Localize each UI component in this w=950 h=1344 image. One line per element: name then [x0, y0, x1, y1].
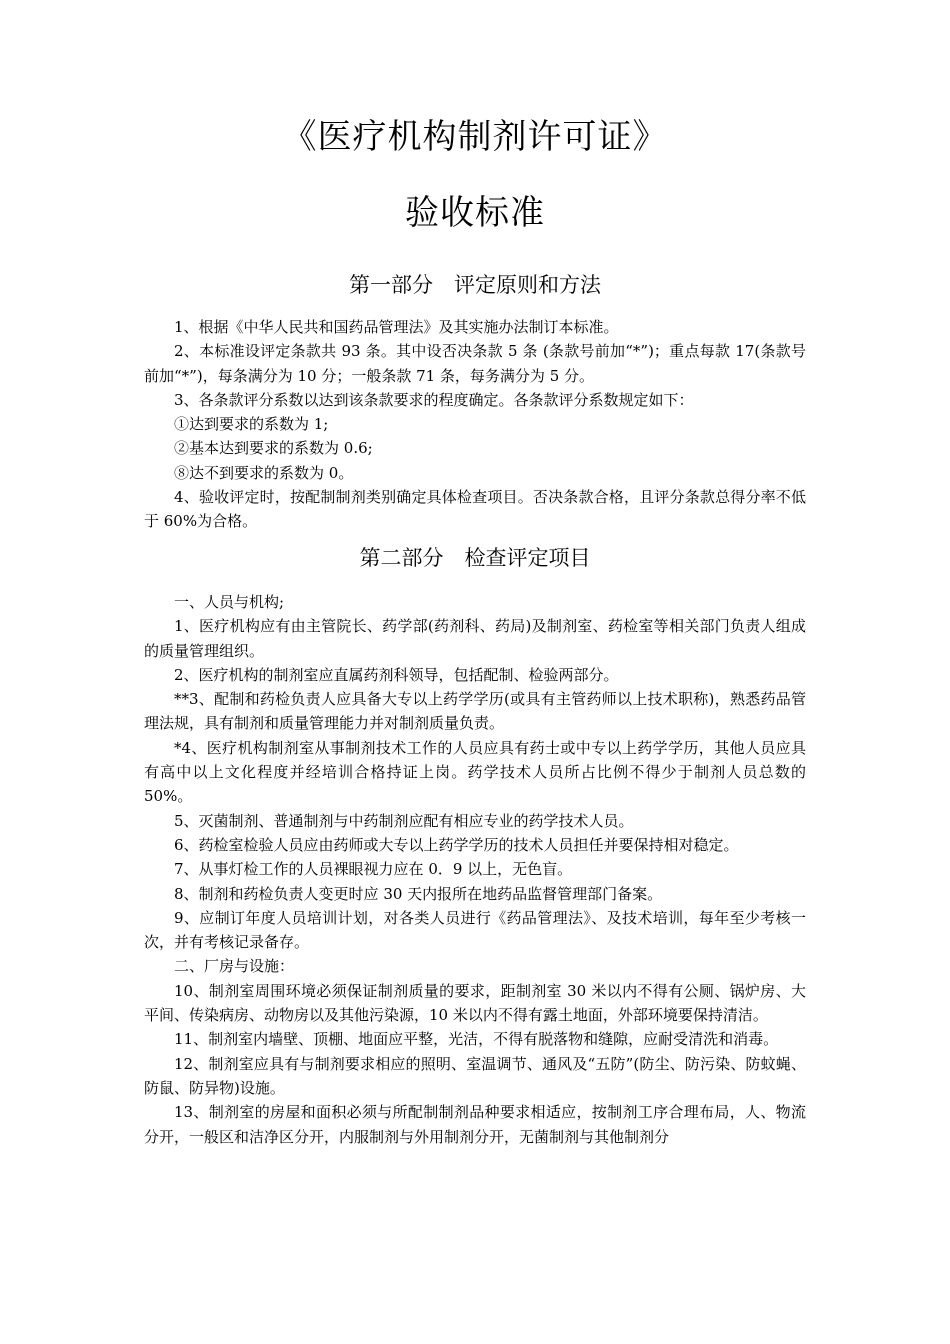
paragraph: 1、根据《中华人民共和国药品管理法》及其实施办法制订本标准。 [174, 318, 619, 336]
paragraph: 3、各条款评分系数以达到该条款要求的程度确定。各条款评分系数规定如下： [174, 390, 694, 409]
paragraph: ⑧达不到要求的系数为 0。 [174, 463, 354, 482]
paragraph: 9、应制订年度人员培训计划，对各类人员进行《药品管理法》、及技术培训，每年至少考核一次，并有考核记录备存。 [144, 908, 806, 952]
document-subtitle: 验收标准 [405, 193, 545, 233]
paragraph: 1、医疗机构应有由主管院长、药学部(药剂科、药局)及制剂室、药检室等相关部门负责人组成的质量管理组织。 [144, 617, 806, 660]
paragraph: 10、制剂室周围环境必须保证制剂质量的要求，距制剂室 30 米以内不得有公厕、锅炉房、大平间、传染病房、动物房以及其他污染源，10 米以内不得有露土地面，外部环境要保持清洁。 [144, 981, 806, 1025]
paragraph: 5、灭菌制剂、普通制剂与中药制剂应配有相应专业的药学技术人员。 [174, 811, 634, 830]
paragraph: *4、医疗机构制剂室从事制剂技术工作的人员应具有药士或中专以上药学学历，其他人员应具有高中以上文化程度并经培训合格持证上岗。药学技术人员所占比例不得少于制剂人员总数的 50%。 [144, 738, 806, 806]
paragraph: 2、医疗机构的制剂室应直属药剂科领导，包括配制、检验两部分。 [174, 665, 619, 684]
paragraph: **3、配制和药检负责人应具备大专以上药学学历(或具有主管药师以上技术职称)，熟悉药品管理法规，具有制剂和质量管理能力并对制剂质量负责。 [144, 690, 806, 733]
section-heading-part2: 第二部分 检查评定项目 [359, 546, 591, 570]
paragraph: 一、人员与机构; [174, 593, 285, 611]
paragraph: 12、制剂室应具有与制剂要求相应的照明、室温调节、通风及“五防”(防尘、防污染、防蚊蝇、防鼠、防异物)设施。 [144, 1054, 806, 1097]
paragraph: ①达到要求的系数为 1; [174, 415, 329, 434]
paragraph: 13、制剂室的房屋和面积必须与所配制制剂品种要求相适应，按制剂工序合理布局，人、物流分开，一般区和洁净区分开，内服制剂与外用制剂分开，无菌制剂与其他制剂分 [144, 1103, 806, 1146]
part2-body [144, 590, 806, 1149]
section-heading-part1: 第一部分 评定原则和方法 [349, 273, 601, 297]
part1-body [144, 315, 806, 534]
paragraph: 二、厂房与设施： [174, 957, 295, 976]
paragraph: 2、本标准设评定条款共 93 条。其中设否决条款 5 条 (条款号前加“*”)；重点每款 17(条款号前加“*”)，每条满分为 10 分；一般条款 71 条，每务满分为 5 分。 [144, 342, 806, 385]
paragraph: 6、药检室检验人员应由药师或大专以上药学学历的技术人员担任并要保持相对稳定。 [174, 835, 739, 854]
paragraph: 4、验收评定时，按配制制剂类别确定具体检查项目。否决条款合格，且评分条款总得分率不低于 60%为合格。 [144, 488, 806, 531]
paragraph: 11、制剂室内墙壁、顶棚、地面应平整，光洁，不得有脱落物和缝隙，应耐受清洗和消毒。 [174, 1030, 779, 1049]
paragraph: 7、从事灯检工作的人员裸眼视力应在 0．9 以上，无色盲。 [174, 860, 573, 879]
paragraph: 8、制剂和药检负责人变更时应 30 天内报所在地药品监督管理部门备案。 [174, 884, 663, 903]
paragraph: ②基本达到要求的系数为 0.6; [174, 439, 373, 458]
document-title: 《医疗机构制剂许可证》 [282, 117, 668, 157]
